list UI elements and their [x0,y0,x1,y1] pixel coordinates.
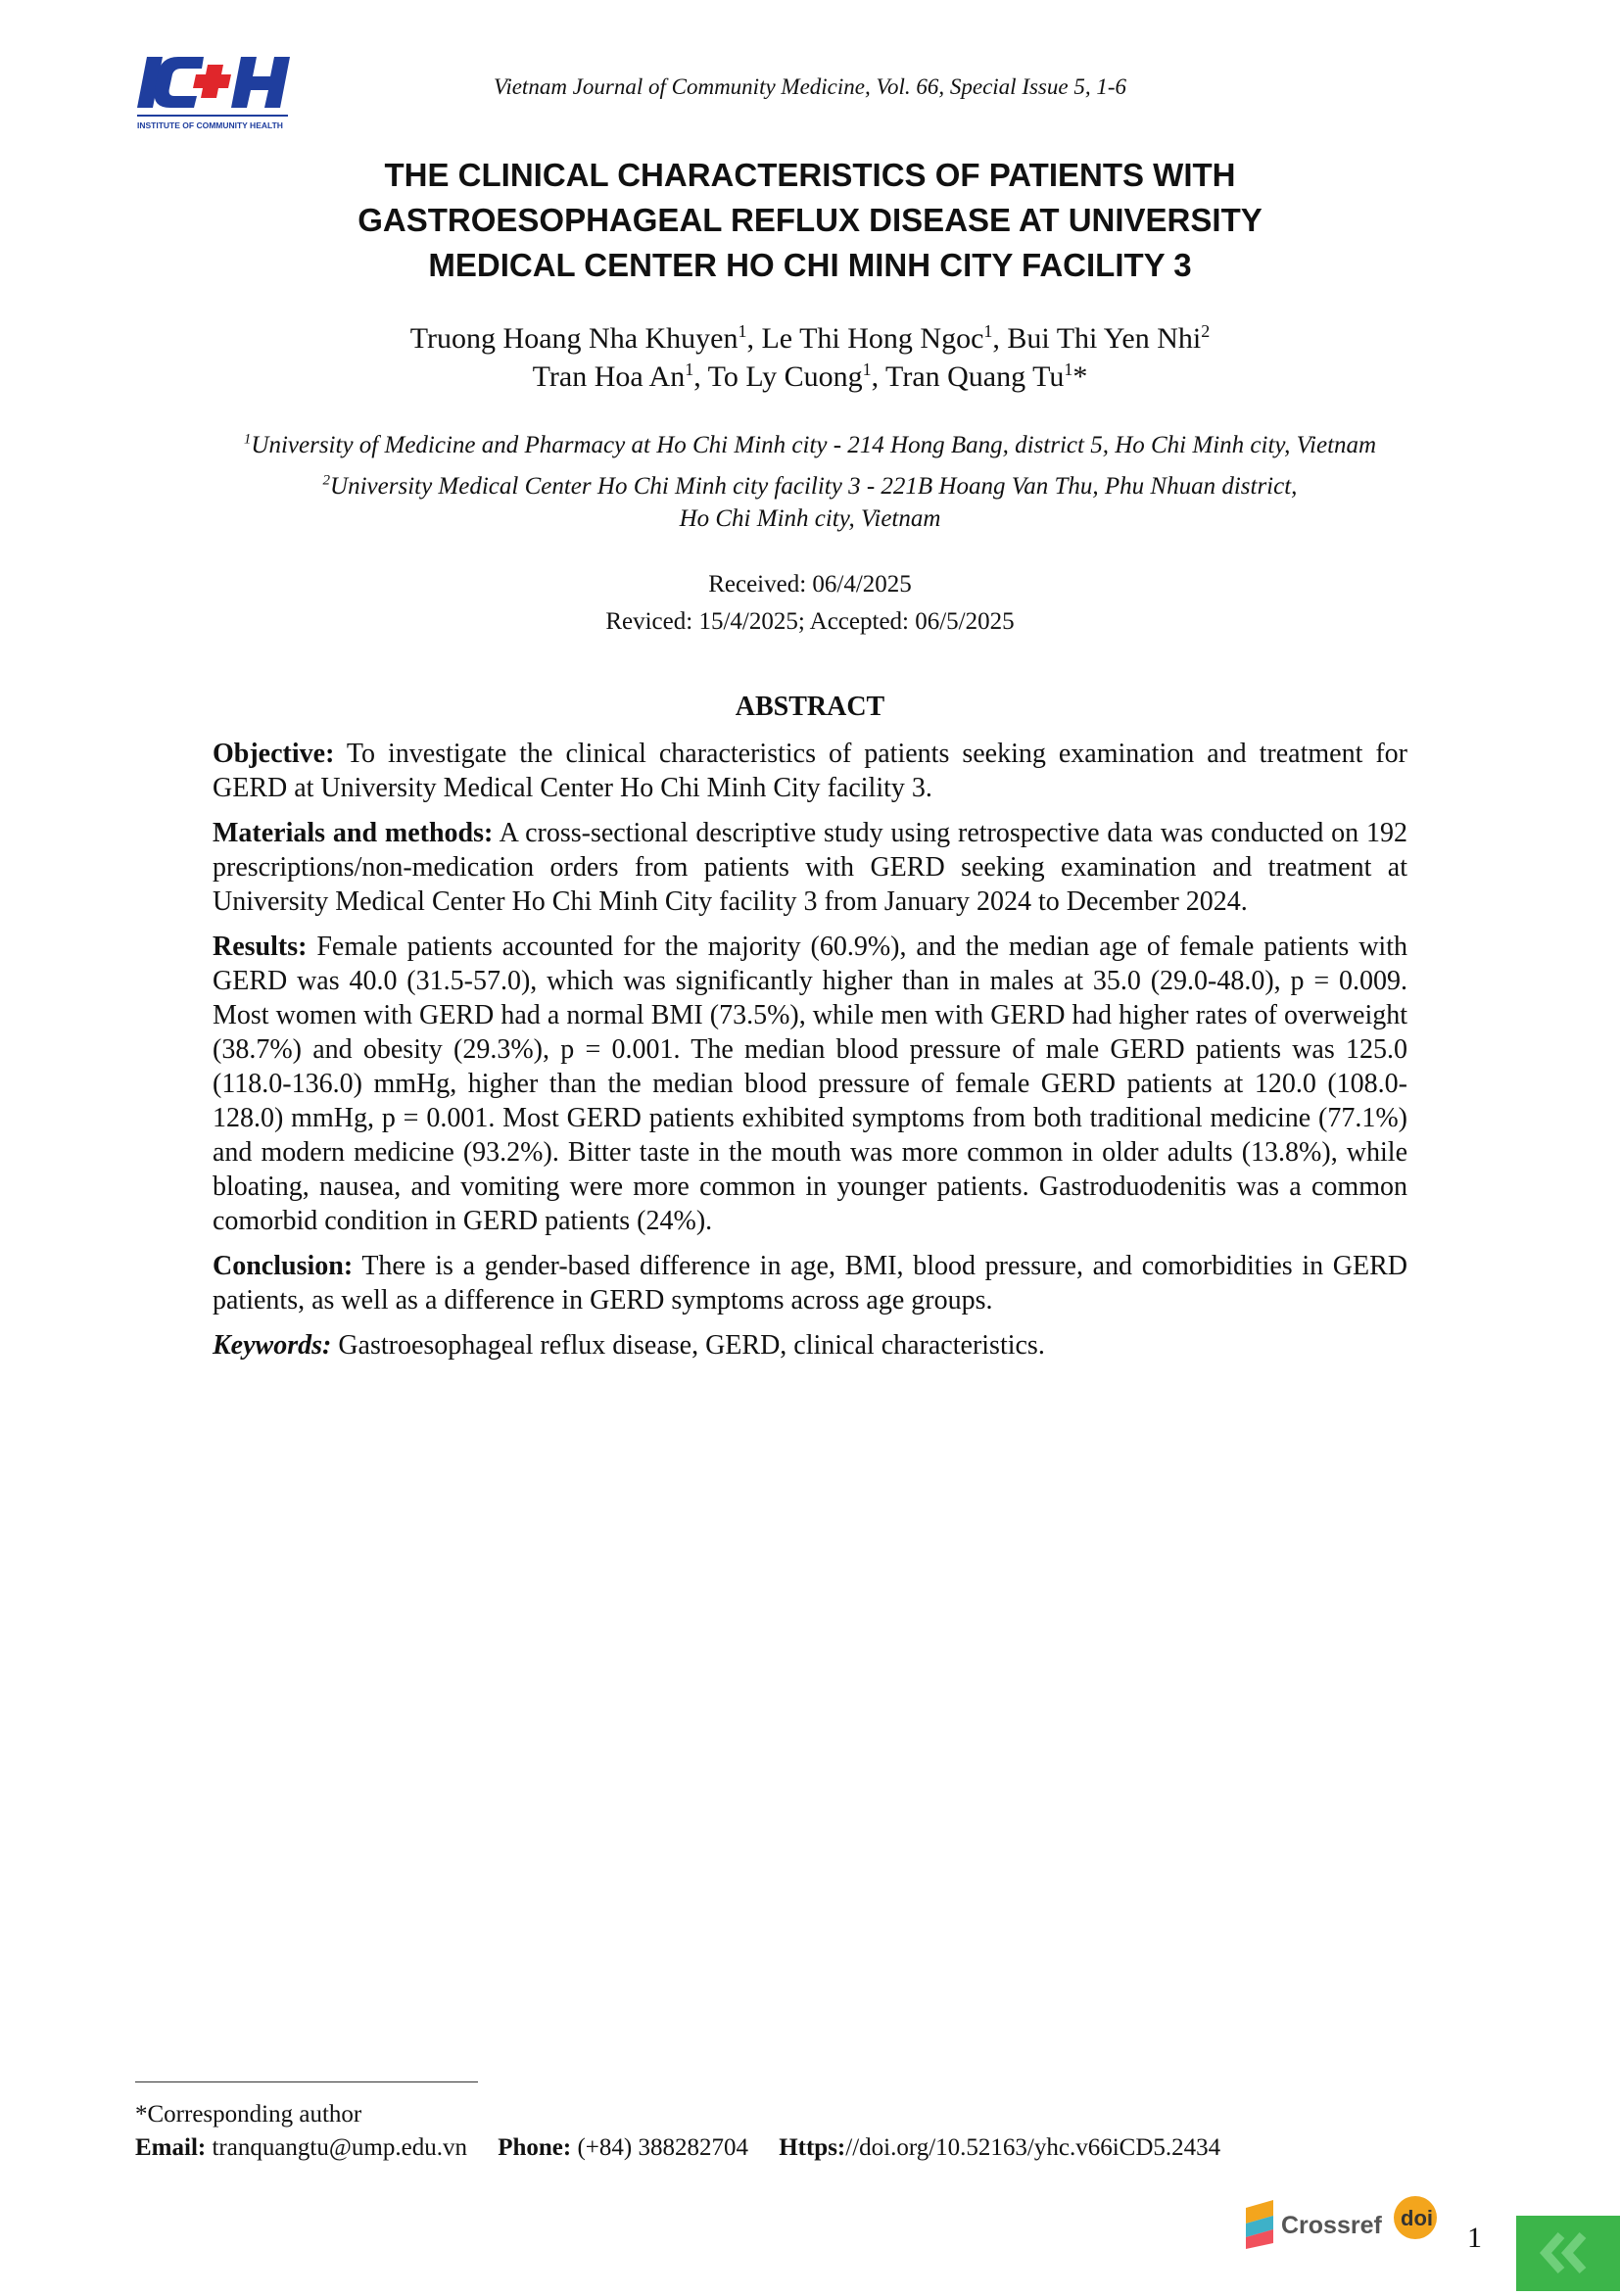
contact-line [135,2131,1220,2165]
author-name: , Le Thi Hong Ngoc [746,322,984,355]
author-affiliation-mark: 2 [1201,321,1211,341]
phone-number: (+84) 388282704 [571,2134,748,2161]
email-link[interactable]: tranquangtu@ump.edu.vn [206,2134,467,2161]
author-line-1 [0,319,1620,358]
https-label: Https: [779,2134,846,2161]
corresponding-author-note: *Corresponding author [135,2101,362,2128]
title-line: GASTROESOPHAGEAL REFLUX DISEASE AT UNIVERSITY [357,202,1263,238]
abstract-objective [213,737,1407,805]
keywords-label: Keywords: [213,1330,332,1361]
running-head: Vietnam Journal of Community Medicine, Vol. 66, Special Issue 5, 1-6 [493,74,1126,99]
section-text: There is a gender-based difference in age, BMI, blood pressure, and comorbidities in GERD patients, as well as a difference in GERD symptoms across age groups. [213,1251,1407,1315]
affiliation-text: University of Medicine and Pharmacy at Ho Chi Minh city - 214 Hong Bang, district 5, Ho Chi Minh city, Vietnam [251,432,1377,458]
author-name: , Bui Thi Yen Nhi [992,322,1202,355]
author-line-2 [0,358,1620,396]
author-name: Tran Hoa An [532,360,686,393]
corresponding-mark: * [1072,360,1088,393]
author-name: Truong Hoang Nha Khuyen [409,322,739,355]
phone-label: Phone: [498,2134,572,2161]
section-label: Results: [213,932,308,962]
abstract-heading: ABSTRACT [735,692,885,722]
section-label: Conclusion: [213,1251,354,1281]
section-text: Female patients accounted for the majority (60.9%), and the median age of female patients with GERD was 40.0 (31.5-57.0), which was significantly higher than in males at 35.0 (29.0-48.0), p = 0.009. Most women with GERD had a normal BMI (73.5%), while men with GERD had higher rates of overweight (38.7%) and obesity (29.3%), p = 0.001. The median blood pressure of male GERD patients was 125.0 (118.0-136.0) mmHg, higher than the median blood pressure of female GERD patients at 120.0 (108.0-128.0) mmHg, p = 0.001. Most GERD patients exhibited symptoms from both traditional medicine (77.1%) and modern medicine (93.2%). Bitter taste in the mouth was more common in older adults (13.8%), while bloating, nausea, and vomiting were more common in younger patients. Gastroduodenitis was a common comorbid condition in GERD patients (24%). [213,932,1407,1236]
crossref-icon [1246,2200,1273,2249]
email-label: Email: [135,2134,207,2161]
section-label: Objective: [213,739,335,769]
received-date: Received: 06/4/2025 [708,571,912,598]
footnote-divider [135,2081,478,2082]
abstract-results [213,930,1407,1238]
abstract-conclusion [213,1249,1407,1317]
section-label: Materials and methods: [213,818,494,848]
abstract-body [213,737,1407,1373]
affiliation-2 [0,470,1620,535]
affiliation-number: 2 [322,472,331,489]
section-text: A cross-sectional descriptive study using retrospective data was conducted on 192 prescriptions/non-medication orders from patients with GERD seeking examination and treatment at University Medical Center Ho Chi Minh City facility 3 from January 2024 to December 2024. [213,818,1407,917]
abstract-methods [213,816,1407,919]
affiliation-text: Ho Chi Minh city, Vietnam [679,505,941,532]
author-list [0,319,1620,396]
footnote [135,2098,1220,2165]
affiliation-text: University Medical Center Ho Chi Minh city facility 3 - 221B Hoang Van Thu, Phu Nhuan district, [330,473,1298,500]
author-affiliation-mark: 1 [862,359,872,379]
author-affiliation-mark: 1 [983,321,993,341]
affiliation-1 [0,429,1620,461]
doi-badge-text: doi [1401,2206,1433,2230]
title-line: THE CLINICAL CHARACTERISTICS OF PATIENTS WITH [384,157,1236,193]
author-affiliation-mark: 1 [685,359,694,379]
title-line: MEDICAL CENTER HO CHI MINH CITY FACILITY 3 [428,247,1192,283]
next-page-tab[interactable] [1516,2216,1620,2291]
crossref-doi-badge[interactable] [1244,2194,1440,2249]
page-number: 1 [1467,2222,1482,2254]
author-name: , To Ly Cuong [693,360,863,393]
revised-accepted-date: Reviced: 15/4/2025; Accepted: 06/5/2025 [605,608,1015,635]
author-affiliation-mark: 1 [1064,359,1073,379]
article-title [196,153,1424,288]
doi-link[interactable]: //doi.org/10.52163/yhc.v66iCD5.2434 [845,2134,1221,2161]
article-dates [0,566,1620,641]
affiliation-number: 1 [243,431,252,448]
double-chevron-left-icon [1516,2216,1620,2291]
section-text: To investigate the clinical characteristics of patients seeking examination and treatment for GERD at University Medical Center Ho Chi Minh City facility 3. [213,739,1407,803]
logo-caption: INSTITUTE OF COMMUNITY HEALTH [137,120,283,130]
author-name: , Tran Quang Tu [871,360,1065,393]
keywords-text: Gastroesophageal reflux disease, GERD, clinical characteristics. [331,1330,1045,1361]
abstract-keywords [213,1328,1407,1363]
crossref-label: Crossref [1281,2212,1382,2239]
author-affiliation-mark: 1 [738,321,747,341]
